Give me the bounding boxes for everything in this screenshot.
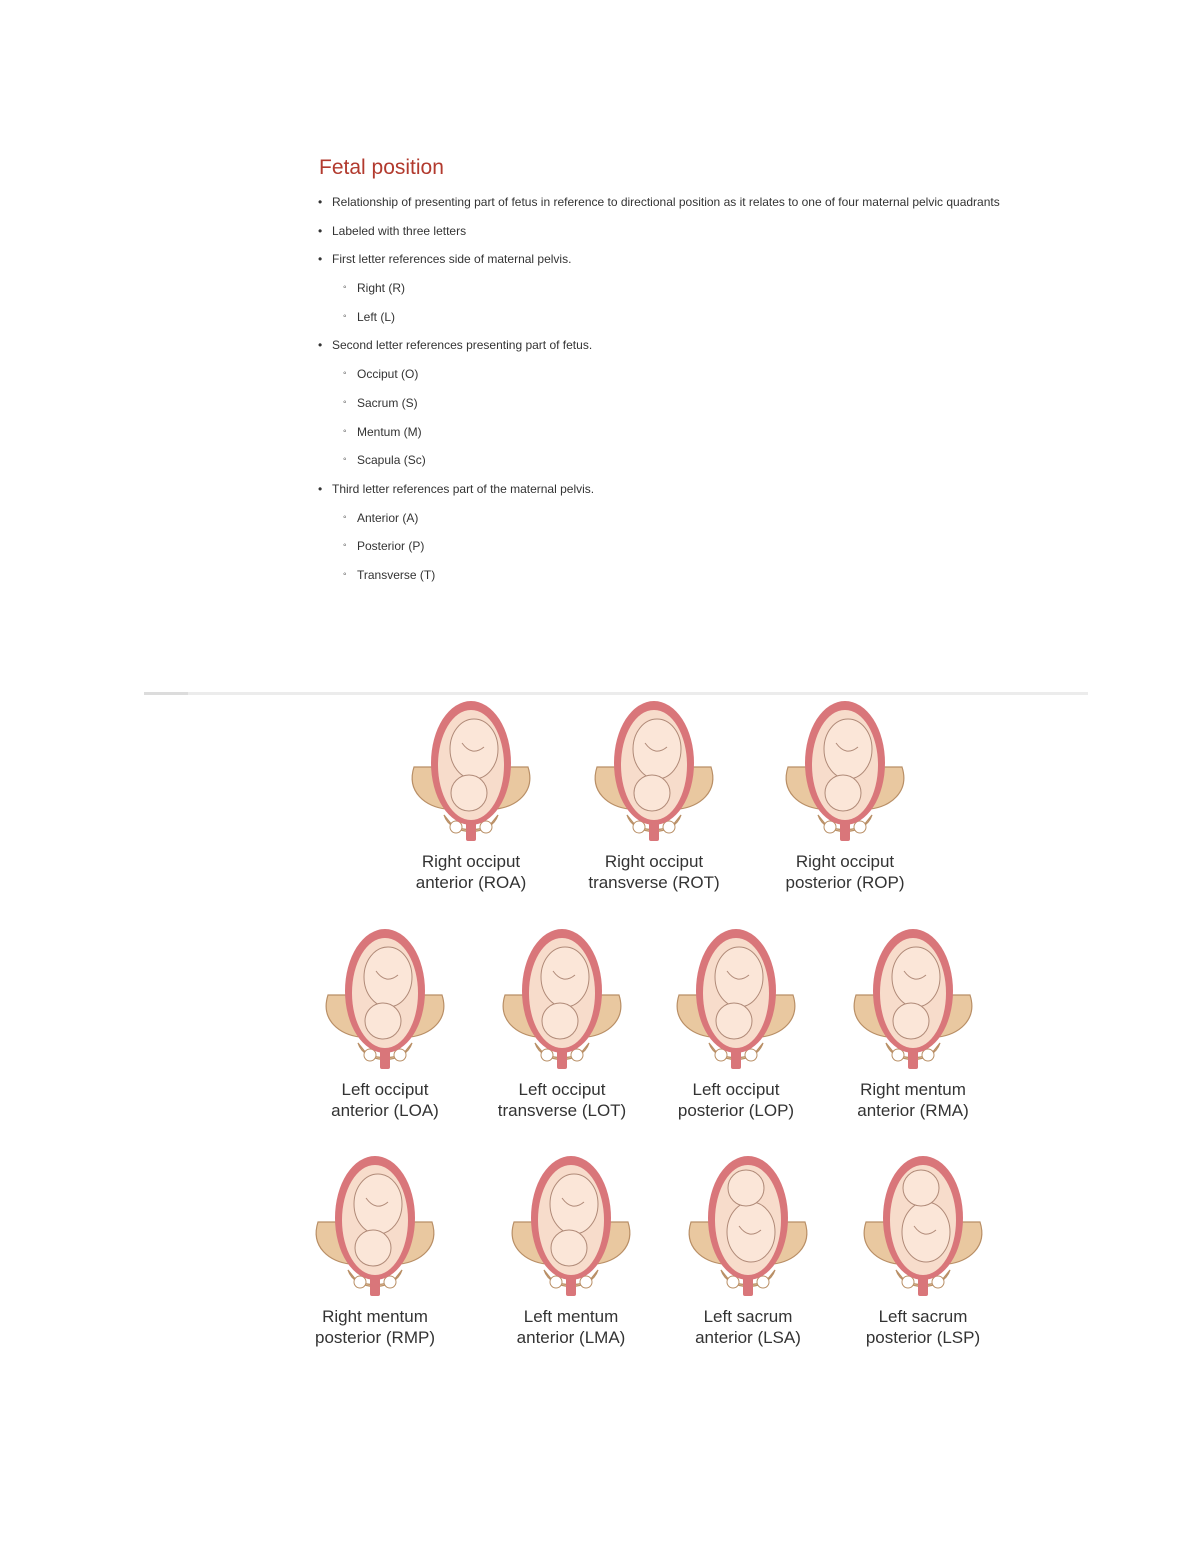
position-caption-line2: posterior (RMP) xyxy=(315,1328,435,1347)
fetus-limb xyxy=(645,743,667,751)
position-caption-line1: Left occiput xyxy=(692,1080,780,1099)
cervix xyxy=(566,1276,576,1296)
position-caption-line1: Left occiput xyxy=(341,1080,429,1099)
position-cell xyxy=(386,697,556,893)
position-caption-line1: Left sacrum xyxy=(703,1307,793,1326)
uterus-wall xyxy=(883,1156,963,1280)
obturator-left xyxy=(364,1049,376,1061)
uterus-wall xyxy=(805,701,885,825)
pelvis-left-wing xyxy=(677,995,716,1037)
pelvis-base xyxy=(444,815,498,832)
pelvis-right-wing xyxy=(768,1222,807,1264)
position-caption-line1: Right occiput xyxy=(421,852,521,871)
fetus-body xyxy=(727,1202,775,1262)
uterus-wall xyxy=(335,1156,415,1280)
position-cell xyxy=(651,925,821,1121)
position-caption-line2: anterior (LOA) xyxy=(331,1101,439,1120)
position-cell xyxy=(569,697,739,893)
bullet-item: • Labeled with three letters xyxy=(316,219,1000,248)
position-caption-line2: posterior (ROP) xyxy=(785,873,905,892)
cervix xyxy=(743,1276,753,1296)
fetal-position-illustration xyxy=(848,925,978,1075)
position-caption-line2: anterior (LMA) xyxy=(516,1328,626,1347)
uterus-wall xyxy=(345,929,425,1053)
uterus-wall xyxy=(522,929,602,1053)
pelvis-base xyxy=(627,815,681,832)
fetus-head xyxy=(355,1230,391,1266)
obturator-left xyxy=(633,821,645,833)
pelvis-right-wing xyxy=(491,767,530,809)
fetus-limb xyxy=(727,971,749,979)
fetus-limb xyxy=(376,971,398,979)
pelvis-left-wing xyxy=(595,767,634,809)
fetus-head xyxy=(451,775,487,811)
position-cell xyxy=(300,925,470,1121)
divider-accent xyxy=(144,692,188,695)
sub-bullet-item: ◦ Transverse (T) xyxy=(316,563,1000,592)
sub-bullet-item: ◦ Mentum (M) xyxy=(316,420,1000,449)
fetal-position-illustration xyxy=(310,1152,440,1302)
sub-bullet-item: ◦ Posterior (P) xyxy=(316,534,1000,563)
sub-bullet-item: ◦ Anterior (A) xyxy=(316,506,1000,535)
fetus-body xyxy=(450,719,498,779)
fetus-head xyxy=(893,1003,929,1039)
fetus-body xyxy=(715,947,763,1007)
position-caption-line1: Right mentum xyxy=(860,1080,966,1099)
fetal-position-illustration xyxy=(320,925,450,1075)
obturator-left xyxy=(727,1276,739,1288)
pelvis-base xyxy=(348,1270,402,1287)
fetus-body xyxy=(364,947,412,1007)
sub-bullet-item: ◦ Right (R) xyxy=(316,276,1000,305)
obturator-right xyxy=(922,1049,934,1061)
uterine-cavity xyxy=(538,1165,604,1275)
cervix xyxy=(466,821,476,841)
obturator-right xyxy=(571,1049,583,1061)
sub-bullet-item: ◦ Left (L) xyxy=(316,305,1000,334)
fetal-position-illustration xyxy=(589,697,719,847)
pelvis-base xyxy=(896,1270,950,1287)
obturator-right xyxy=(932,1276,944,1288)
fetus-body xyxy=(892,947,940,1007)
obturator-left xyxy=(541,1049,553,1061)
uterine-cavity xyxy=(890,1165,956,1275)
cervix xyxy=(557,1049,567,1069)
pelvis-base xyxy=(544,1270,598,1287)
page-title: Fetal position xyxy=(319,156,444,179)
pelvis-right-wing xyxy=(405,995,444,1037)
pelvis-right-wing xyxy=(591,1222,630,1264)
fetal-position-illustration xyxy=(406,697,536,847)
sub-bullet-item: ◦ Occiput (O) xyxy=(316,362,1000,391)
uterine-cavity xyxy=(342,1165,408,1275)
obturator-right xyxy=(580,1276,592,1288)
pelvis-left-wing xyxy=(786,767,825,809)
obturator-right xyxy=(384,1276,396,1288)
position-caption-line2: posterior (LSP) xyxy=(865,1328,981,1347)
fetus-limb xyxy=(562,1198,584,1206)
cervix xyxy=(649,821,659,841)
fetus-limb xyxy=(553,971,575,979)
pelvis-base xyxy=(721,1270,775,1287)
notes-list xyxy=(316,190,1000,592)
position-caption-line2: posterior (LOP) xyxy=(677,1101,795,1120)
pelvis-left-wing xyxy=(326,995,365,1037)
fetal-position-illustration xyxy=(506,1152,636,1302)
fetal-position-illustration xyxy=(683,1152,813,1302)
obturator-left xyxy=(715,1049,727,1061)
fetal-position-illustration xyxy=(671,925,801,1075)
position-cell xyxy=(760,697,930,893)
cervix xyxy=(840,821,850,841)
pelvis-base xyxy=(358,1043,412,1060)
pelvis-base xyxy=(535,1043,589,1060)
position-cell xyxy=(838,1152,1008,1348)
fetus-limb xyxy=(462,743,484,751)
sub-bullet-item: ◦ Scapula (Sc) xyxy=(316,448,1000,477)
pelvis-right-wing xyxy=(933,995,972,1037)
position-caption-line1: Left sacrum xyxy=(878,1307,968,1326)
obturator-left xyxy=(902,1276,914,1288)
uterine-cavity xyxy=(812,710,878,820)
fetal-position-illustration xyxy=(858,1152,988,1302)
position-caption-line1: Left occiput xyxy=(518,1080,606,1099)
position-caption-line1: Left mentum xyxy=(523,1307,619,1326)
cervix xyxy=(918,1276,928,1296)
uterus-wall xyxy=(708,1156,788,1280)
fetus-body xyxy=(550,1174,598,1234)
fetus-body xyxy=(633,719,681,779)
uterus-wall xyxy=(531,1156,611,1280)
pelvis-left-wing xyxy=(864,1222,903,1264)
obturator-left xyxy=(892,1049,904,1061)
pelvis-right-wing xyxy=(865,767,904,809)
pelvis-base xyxy=(709,1043,763,1060)
pelvis-right-wing xyxy=(395,1222,434,1264)
bullet-item: • Third letter references part of the maternal pelvis. xyxy=(316,477,1000,506)
position-cell xyxy=(828,925,998,1121)
position-cell xyxy=(477,925,647,1121)
fetus-head xyxy=(365,1003,401,1039)
uterus-wall xyxy=(873,929,953,1053)
fetus-body xyxy=(902,1202,950,1262)
position-caption-line2: anterior (RMA) xyxy=(857,1101,969,1120)
position-caption-line2: transverse (ROT) xyxy=(588,873,720,892)
fetus-limb xyxy=(914,1226,936,1234)
pelvis-left-wing xyxy=(503,995,542,1037)
fetus-head xyxy=(728,1170,764,1206)
fetus-limb xyxy=(366,1198,388,1206)
pelvis-left-wing xyxy=(689,1222,728,1264)
position-caption-line2: anterior (ROA) xyxy=(415,873,527,892)
bullet-item: • First letter references side of maternal pelvis. xyxy=(316,247,1000,276)
obturator-left xyxy=(824,821,836,833)
fetus-head xyxy=(825,775,861,811)
position-cell xyxy=(486,1152,656,1348)
obturator-right xyxy=(480,821,492,833)
uterine-cavity xyxy=(703,938,769,1048)
fetus-head xyxy=(903,1170,939,1206)
fetus-body xyxy=(354,1174,402,1234)
uterine-cavity xyxy=(352,938,418,1048)
pelvis-left-wing xyxy=(316,1222,355,1264)
pelvis-right-wing xyxy=(943,1222,982,1264)
uterine-cavity xyxy=(621,710,687,820)
obturator-right xyxy=(663,821,675,833)
uterus-wall xyxy=(614,701,694,825)
cervix xyxy=(380,1049,390,1069)
fetus-head xyxy=(551,1230,587,1266)
uterine-cavity xyxy=(715,1165,781,1275)
pelvis-left-wing xyxy=(512,1222,551,1264)
uterine-cavity xyxy=(438,710,504,820)
obturator-right xyxy=(394,1049,406,1061)
position-caption-line1: Right occiput xyxy=(604,852,704,871)
position-caption-line2: transverse (LOT) xyxy=(497,1101,627,1120)
pelvis-right-wing xyxy=(756,995,795,1037)
fetus-limb xyxy=(904,971,926,979)
position-cell xyxy=(663,1152,833,1348)
obturator-left xyxy=(450,821,462,833)
uterus-wall xyxy=(431,701,511,825)
fetus-head xyxy=(716,1003,752,1039)
section-divider xyxy=(144,692,1088,695)
obturator-left xyxy=(550,1276,562,1288)
position-caption-line1: Right occiput xyxy=(795,852,895,871)
fetus-head xyxy=(542,1003,578,1039)
obturator-right xyxy=(757,1276,769,1288)
fetal-position-illustration xyxy=(497,925,627,1075)
cervix xyxy=(370,1276,380,1296)
position-caption-line1: Right mentum xyxy=(322,1307,428,1326)
uterine-cavity xyxy=(880,938,946,1048)
pelvis-right-wing xyxy=(582,995,621,1037)
sub-bullet-item: ◦ Sacrum (S) xyxy=(316,391,1000,420)
pelvis-base xyxy=(886,1043,940,1060)
fetus-body xyxy=(824,719,872,779)
pelvis-left-wing xyxy=(412,767,451,809)
uterus-wall xyxy=(696,929,776,1053)
obturator-right xyxy=(854,821,866,833)
fetal-position-illustration xyxy=(780,697,910,847)
fetus-limb xyxy=(836,743,858,751)
fetus-body xyxy=(541,947,589,1007)
position-cell xyxy=(290,1152,460,1348)
obturator-right xyxy=(745,1049,757,1061)
pelvis-left-wing xyxy=(854,995,893,1037)
position-caption-line2: anterior (LSA) xyxy=(695,1328,801,1347)
pelvis-base xyxy=(818,815,872,832)
cervix xyxy=(908,1049,918,1069)
bullet-item: • Relationship of presenting part of fetus in reference to directional position as it relates to one of four maternal pelvic quadrants xyxy=(316,190,1000,219)
pelvis-right-wing xyxy=(674,767,713,809)
obturator-left xyxy=(354,1276,366,1288)
cervix xyxy=(731,1049,741,1069)
uterine-cavity xyxy=(529,938,595,1048)
fetus-head xyxy=(634,775,670,811)
bullet-item: • Second letter references presenting part of fetus. xyxy=(316,333,1000,362)
fetus-limb xyxy=(739,1226,761,1234)
